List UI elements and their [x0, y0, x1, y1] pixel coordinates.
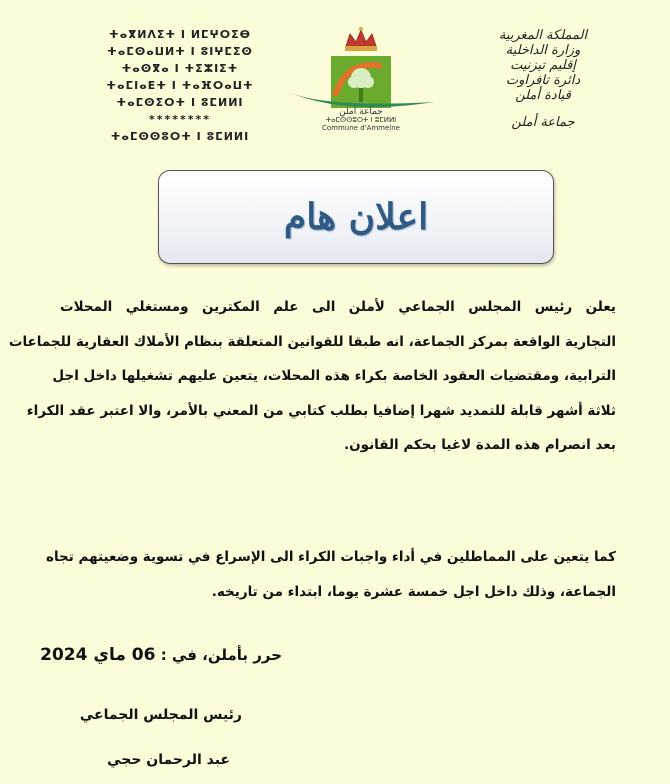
header-arabic-line: وزارة الداخلية — [505, 43, 581, 58]
header-arabic — [468, 28, 618, 130]
header-tifinagh — [100, 26, 260, 145]
paragraph-line: الجماعة، وذلك داخل اجل خمسة عشرة يوما، ابتداء من تاريخه. — [211, 583, 616, 600]
paragraph-line: يعلن رئيس المجلس الجماعي لأملن الى علم المكترين ومستغلي المحلات — [60, 299, 616, 315]
header-tifinagh-line: ⵜⴰⴳⵍⴷⵉⵜ ⵏ ⵍⵎⵖⵔⵉⴱ — [108, 28, 251, 41]
paragraph-line: بعد انصرام هذه المدة لاغيا بحكم القانون. — [343, 437, 616, 453]
paragraph-line: الترابية، ومقتضيات العقود الخاصة بكراء هذه المحلات، يتعين عليهم تشغيلها داخل اجل — [52, 368, 616, 384]
header-arabic-line: دائرة تافراوت — [505, 73, 581, 88]
header-tifinagh-line: ⵜⴰⵎⵙⵉⵔⵜ ⵏ ⵓⵎⵍⵍⵏ — [116, 96, 244, 109]
header-arabic-line: قيادة أملن — [515, 88, 571, 103]
crown-icon — [345, 27, 377, 51]
logo-caption — [318, 108, 404, 132]
header-tifinagh-line: ⵜⴰⵎⵙⴰⵡⵍⵜ ⵏ ⵓⵏⵖⵎⵉⵙ — [107, 45, 253, 58]
date-line — [40, 645, 282, 665]
logo-caption-tifinagh: ⵜⴰⵎⵙⵙⵓⵔⵜ ⵏ ⵓⵎⵍⵍⵏ — [325, 116, 397, 124]
header-arabic-line: المملكة المغربية — [498, 28, 588, 43]
header-tifinagh-line: ⵜⴰⵙⴳⴰ ⵏ ⵜⵉⵣⵏⵉⵜ — [121, 62, 239, 75]
notice-title: اعلان هام — [283, 196, 429, 238]
notice-paragraph-1 — [8, 290, 616, 463]
logo-caption-french: Commune d'Ammelne — [321, 124, 400, 132]
notice-title-box — [158, 170, 554, 264]
header-tifinagh-line: ⵜⴰⵎⵏⴰⴹⵜ ⵏ ⵜⴰⴼⵔⴰⵡⵜ — [106, 79, 254, 92]
header-tifinagh-line: ⵜⴰⵎⵙⵙⵓⵔⵜ ⵏ ⵓⵎⵍⵍⵏ — [110, 130, 250, 143]
paragraph-line: ثلاثة أشهر قابلة للتمديد شهرا إضافيا بطلب كتابي من المعني بالأمر، والا اعتبر عقد الكراء — [26, 402, 616, 419]
logo-caption-arabic: جماعة أملن — [339, 107, 383, 117]
date-value: 06 ماي 2024 — [40, 645, 156, 665]
date-prefix: حرر بأملن، في : — [160, 646, 282, 664]
notice-paragraph-2 — [45, 540, 616, 609]
paragraph-line: التجارية الواقعة بمركز الجماعة، انه طبقا للقوانين المتعلقة بنظام الأملاك العقارية للجماعات — [8, 333, 616, 350]
header-arabic-line: إقليم تيزنيت — [510, 58, 576, 73]
signer-name: عبد الرحمان حجي — [107, 752, 230, 768]
signer-title: رئيس المجلس الجماعي — [79, 707, 242, 723]
header-stars: ******** — [148, 113, 212, 126]
header-arabic-line: جماعة أملن — [511, 115, 575, 130]
paragraph-line: كما يتعين على المماطلين في أداء واجبات الكراء الى الإسراع في تسوية وضعيتهم تجاه — [45, 549, 616, 565]
